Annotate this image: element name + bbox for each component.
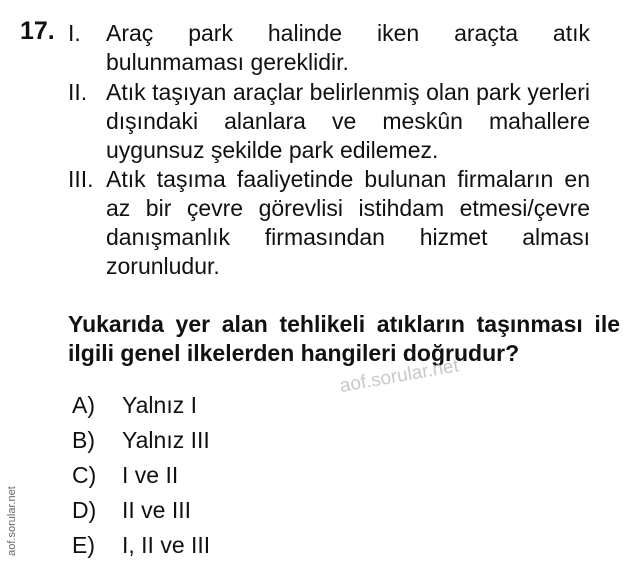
question-stem: Yukarıda yer alan tehlikeli atıkların taşınması ile ilgili genel ilkelerden hangileri doğrudur? [68,311,620,366]
option-text: II ve III [122,497,192,523]
statement-text: Atık taşıyan araçlar belirlenmiş olan park yerleri dışındaki alanlara ve meskûn mahallere uygunsuz şekilde park edilemez. [106,79,590,163]
statement-1 [68,19,590,77]
option-letter: C) [72,462,97,488]
option-d[interactable] [72,493,210,528]
statement-3 [68,165,590,281]
statement-text: Araç park halinde iken araçta atık bulunmaması gereklidir. [106,20,590,75]
question-number: 17. [20,17,55,45]
statement-text: Atık taşıma faaliyetinde bulunan firmaların en az bir çevre görevlisi istihdam etmesi/çevre danışmanlık firmasından hizmet alması zorunludur. [106,166,590,279]
option-a[interactable] [72,388,210,423]
option-text: Yalnız I [122,392,197,418]
statement-2 [68,78,590,165]
option-letter: B) [72,427,95,453]
option-text: I, II ve III [122,532,211,558]
option-c[interactable] [72,458,210,493]
option-text: Yalnız III [122,427,210,453]
option-e[interactable] [72,528,210,563]
statement-numeral: I. [68,20,81,46]
option-letter: D) [72,497,97,523]
option-letter: A) [72,392,95,418]
option-b[interactable] [72,423,210,458]
option-text: I ve II [122,462,179,488]
center-watermark: aof.sorular.net [338,355,461,398]
statement-numeral: III. [68,166,94,192]
answer-options [72,388,210,563]
option-letter: E) [72,532,95,558]
statement-numeral: II. [68,79,88,105]
side-watermark: aof.sorular.net [6,486,18,556]
